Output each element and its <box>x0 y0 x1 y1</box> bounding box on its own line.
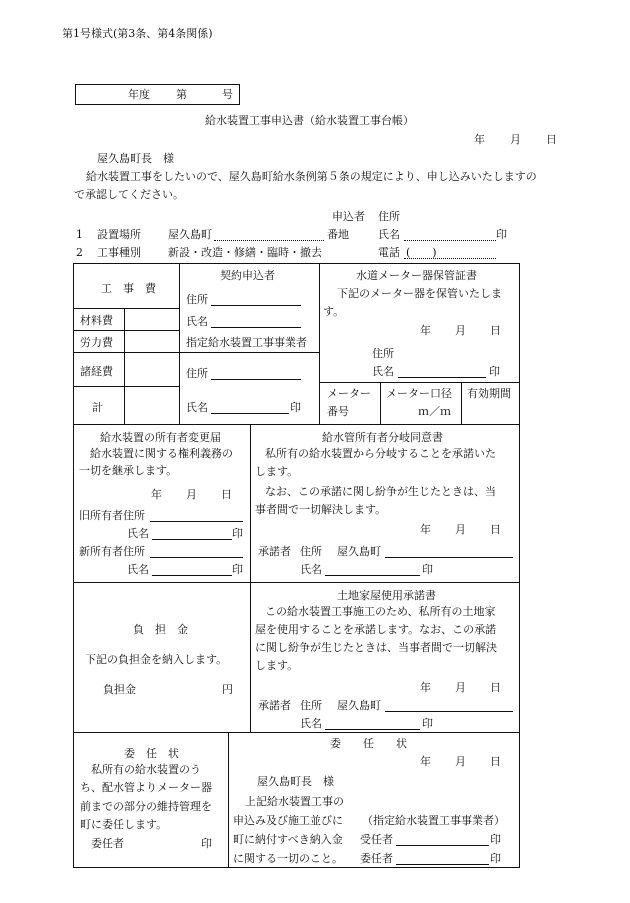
branch-address-underline <box>385 557 513 558</box>
date-month: 月 <box>510 133 521 146</box>
contract-name-underline <box>211 327 301 328</box>
branch-name-underline <box>325 575 420 576</box>
item1-number: 1 <box>76 228 83 241</box>
branch-consent-line3: なお、この承諾に関し紛争が生じたときは、当 <box>265 485 496 498</box>
branch-consenter-label: 承諾者 <box>258 545 291 558</box>
grid-row-divider-3 <box>73 732 520 733</box>
header-year-label: 年度 <box>128 88 150 101</box>
branch-date-day: 日 <box>490 523 501 536</box>
meter-caliber-unit: ｍ／ｍ <box>418 405 451 418</box>
contractor-seal: 印 <box>290 401 301 414</box>
meter-line2: す。 <box>323 305 345 318</box>
cost-header: 工 事 費 <box>101 282 156 295</box>
meter-address-label: 住所 <box>372 347 394 360</box>
land-use-name-underline <box>325 729 420 730</box>
meter-number-label-a: メーター <box>327 387 371 400</box>
row2-divider <box>250 424 251 582</box>
delegation-left-title: 委 任 状 <box>124 747 179 760</box>
contract-name-label: 氏名 <box>186 315 208 328</box>
intro-line2: で承認してください。 <box>74 188 184 201</box>
meter-validity-label: 有効期間 <box>467 387 511 400</box>
delegation-left-line1: 私所有の給水装置のう <box>91 763 201 776</box>
designated-contractor-label: 指定給水装置工事事業者 <box>186 336 307 349</box>
intro-line1: 給水装置工事をしたいので、屋久島町給水条例第５条の規定により、申し込みいたしますの <box>86 170 537 183</box>
meter-seal: 印 <box>489 365 500 378</box>
delegation-right-addressee: 屋久島町長 様 <box>257 775 334 788</box>
cost-col-divider <box>124 308 125 424</box>
land-use-seal: 印 <box>422 717 433 730</box>
owner-change-title: 給水装置の所有者変更届 <box>100 431 221 444</box>
applicant-name-label: 氏名 <box>378 228 400 241</box>
contractor-name-underline <box>211 413 289 414</box>
branch-consent-title: 給水管所有者分岐同意書 <box>322 431 443 444</box>
contract-meter-divider <box>319 263 320 424</box>
header-number-box <box>75 84 240 105</box>
cost-contract-divider <box>179 263 180 424</box>
land-use-line3: に関し紛争が生じたときは、当事者間で一切解決 <box>255 641 497 654</box>
meter-date-year: 年 <box>420 324 431 337</box>
item1-label: 設置場所 <box>97 228 141 241</box>
addressee: 屋久島町長 様 <box>97 152 174 165</box>
delegation-right-delegator-seal: 印 <box>490 852 501 865</box>
applicant-phone-dotted-line <box>404 258 496 259</box>
old-owner-address-label: 旧所有者住所 <box>79 509 145 522</box>
meter-number-label-b: 番号 <box>327 405 349 418</box>
branch-consent-line1: 私所有の給水装置から分岐することを承諾いた <box>265 447 496 460</box>
applicant-phone-label: 電話 <box>378 246 400 259</box>
form-number: 第1号様式(第3条、第4条関係) <box>62 27 213 40</box>
branch-town-label: 屋久島町 <box>337 545 381 558</box>
page-title: 給水装置工事申込書（給水装置工事台帳） <box>205 114 414 127</box>
header-dai-label: 第 <box>176 88 187 101</box>
burden-title: 負 担 金 <box>133 623 188 636</box>
owner-change-date-year: 年 <box>151 488 162 501</box>
delegation-right-recipient-seal: 印 <box>490 833 501 846</box>
contractor-name-label: 氏名 <box>186 401 208 414</box>
branch-address-label: 住所 <box>300 545 322 558</box>
contract-address-underline <box>211 305 301 306</box>
delegation-right-line3: 町に納付すべき納入金 <box>233 833 343 846</box>
item2-number: 2 <box>76 246 83 259</box>
item1-value: 屋久島町 <box>168 228 212 241</box>
new-owner-address-underline <box>150 557 243 558</box>
meter-line1: 下記のメーター器を保管いたしま <box>337 287 502 300</box>
delegation-right-date-month: 月 <box>455 755 466 768</box>
land-use-line1: この給水装置工事施工のため、私所有の土地家 <box>265 605 496 618</box>
row4-divider <box>228 732 229 868</box>
old-owner-seal: 印 <box>232 527 243 540</box>
header-go-label: 号 <box>222 88 233 101</box>
meter-date-month: 月 <box>455 324 466 337</box>
owner-change-line2: 一切を継承します。 <box>79 464 178 477</box>
land-use-town-label: 屋久島町 <box>337 699 381 712</box>
item2-label: 工事種別 <box>97 246 141 259</box>
delegation-right-date-year: 年 <box>420 755 431 768</box>
cost-row-label: 労力費 <box>80 336 113 349</box>
old-owner-address-underline <box>150 521 243 522</box>
delegation-right-title: 委 任 状 <box>330 737 407 750</box>
cost-row-divider-2 <box>73 352 319 353</box>
new-owner-name-underline <box>152 575 232 576</box>
new-owner-seal: 印 <box>232 563 243 576</box>
land-use-address-label: 住所 <box>300 699 322 712</box>
land-use-date-month: 月 <box>455 681 466 694</box>
land-use-date-year: 年 <box>420 681 431 694</box>
new-owner-name-label: 氏名 <box>127 563 149 576</box>
applicant-seal: 印 <box>496 228 507 241</box>
branch-date-month: 月 <box>455 523 466 536</box>
branch-consent-line2: します。 <box>255 465 299 478</box>
delegation-right-recipient-label: 受任者 <box>360 833 393 846</box>
meter-col-divider-2 <box>461 382 462 424</box>
branch-date-year: 年 <box>420 523 431 536</box>
delegation-right-line4: に関する一切のこと。 <box>233 852 343 865</box>
delegation-right-designated: （指定給水装置工事事業者） <box>362 814 505 827</box>
owner-change-line1: 給水装置に関する権利義務の <box>90 447 233 460</box>
applicant-address-label: 住所 <box>378 210 400 223</box>
cost-row-label: 計 <box>92 401 103 414</box>
land-use-line2: 屋を使用することを承諾します。なお、この承諾 <box>255 623 497 636</box>
contract-title: 契約申込者 <box>220 269 275 282</box>
owner-change-date-day: 日 <box>221 488 232 501</box>
burden-line1: 下記の負担金を納入します。 <box>85 653 228 666</box>
row3-divider <box>250 582 251 732</box>
burden-unit: 円 <box>222 683 233 696</box>
delegation-right-line2: 申込み及び施工並びに <box>233 814 343 827</box>
land-use-line4: します。 <box>255 659 299 672</box>
delegation-left-line3: 前までの部分の維持管理を <box>80 800 212 813</box>
grid-row-divider-2 <box>73 582 520 583</box>
date-year: 年 <box>474 133 485 146</box>
new-owner-address-label: 新所有者住所 <box>79 545 145 558</box>
land-use-title: 土地家屋使用承諾書 <box>337 589 436 602</box>
contract-address-label: 住所 <box>186 293 208 306</box>
owner-change-date-month: 月 <box>186 488 197 501</box>
branch-seal: 印 <box>422 563 433 576</box>
meter-col-divider-1 <box>380 382 381 424</box>
land-use-address-underline <box>385 711 513 712</box>
branch-name-label: 氏名 <box>300 563 322 576</box>
land-use-name-label: 氏名 <box>300 717 322 730</box>
item1-dotted-line <box>214 240 324 241</box>
cost-header-divider <box>73 308 179 309</box>
applicant-phone-paren: ( ) <box>406 246 437 259</box>
cost-row-divider-1 <box>73 330 179 331</box>
cost-row-label: 諸経費 <box>80 365 113 378</box>
meter-table-top <box>319 382 520 383</box>
delegation-left-line4: 町に委任します。 <box>80 818 168 831</box>
meter-name-underline <box>398 377 486 378</box>
branch-consent-line4: 事者間で一切解決します。 <box>255 503 387 516</box>
meter-title: 水道メーター器保管証書 <box>356 269 477 282</box>
cost-row-divider-3 <box>73 386 179 387</box>
land-use-date-day: 日 <box>490 681 501 694</box>
delegation-left-seal: 印 <box>201 837 212 850</box>
delegation-left-delegator-label: 委任者 <box>91 837 124 850</box>
grid-row-divider-1 <box>73 424 520 425</box>
applicant-label: 申込者 <box>332 210 365 223</box>
old-owner-name-label: 氏名 <box>127 527 149 540</box>
land-use-consenter-label: 承諾者 <box>258 699 291 712</box>
applicant-name-dotted-line <box>404 240 496 241</box>
item1-suffix: 番地 <box>327 228 349 241</box>
meter-name-label: 氏名 <box>372 365 394 378</box>
item2-value: 新設・改造・修繕・臨時・撤去 <box>168 246 322 259</box>
contractor-address-underline <box>211 379 301 380</box>
delegation-right-delegator-underline <box>396 864 489 865</box>
delegation-left-line2: ち、配水管よりメーター器 <box>80 781 212 794</box>
burden-label: 負担金 <box>103 683 136 696</box>
old-owner-name-underline <box>152 539 232 540</box>
delegation-right-line1: 上記給水装置工事の <box>245 795 344 808</box>
cost-row-label: 材料費 <box>80 314 113 327</box>
delegation-right-recipient-underline <box>396 845 489 846</box>
delegation-right-date-day: 日 <box>490 755 501 768</box>
contractor-address-label: 住所 <box>186 367 208 380</box>
delegation-right-delegator-label: 委任者 <box>360 852 393 865</box>
meter-date-day: 日 <box>490 324 501 337</box>
date-day: 日 <box>546 133 557 146</box>
meter-caliber-label: メーター口径 <box>386 387 452 400</box>
